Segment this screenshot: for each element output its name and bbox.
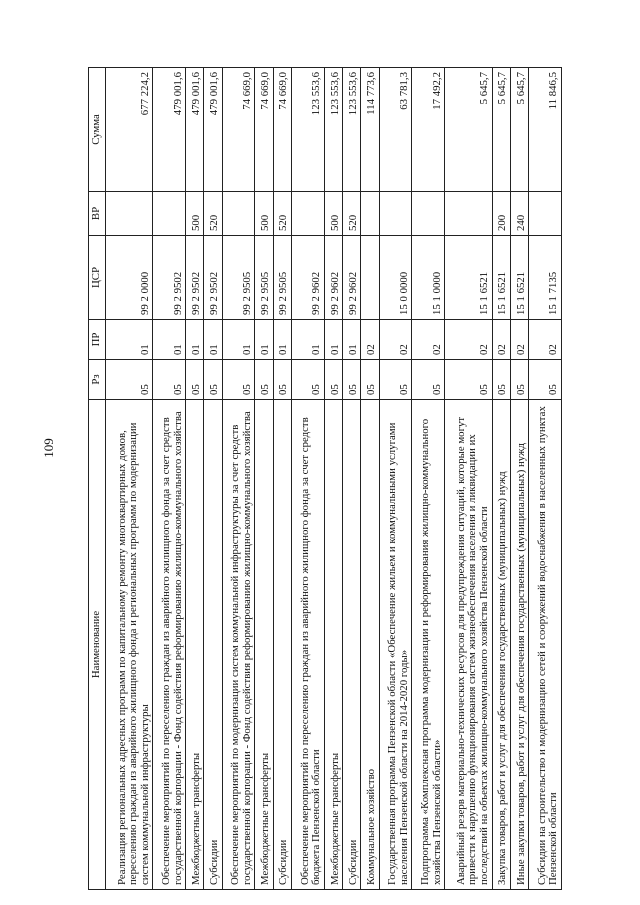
row-csr: 99 2 9502 <box>153 236 186 320</box>
row-pr: 01 <box>222 320 255 360</box>
row-rz: 05 <box>412 360 445 400</box>
row-csr: 15 0 0000 <box>379 236 412 320</box>
row-sum: 74 669,0 <box>255 68 273 192</box>
row-rz: 05 <box>186 360 204 400</box>
row-sum: 123 553,6 <box>324 68 342 192</box>
row-rz: 05 <box>273 360 291 400</box>
row-name: Обеспечение мероприятий по переселению граждан из аварийного жилищного фонда за счет средств бюджета Пензенской области <box>292 400 325 890</box>
row-pr: 01 <box>153 320 186 360</box>
header-vr: ВР <box>89 192 106 236</box>
row-sum: 17 492,2 <box>412 68 445 192</box>
row-pr: 01 <box>106 320 153 360</box>
table-row <box>510 68 528 890</box>
row-csr: 99 2 9502 <box>186 236 204 320</box>
row-rz: 05 <box>343 360 361 400</box>
budget-table <box>88 67 562 890</box>
row-pr: 01 <box>324 320 342 360</box>
table-row <box>529 68 562 890</box>
table-row <box>412 68 445 890</box>
row-pr: 02 <box>361 320 379 360</box>
table-row <box>273 68 291 890</box>
row-sum: 5 645,7 <box>492 68 510 192</box>
row-vr: 520 <box>204 192 222 236</box>
row-name: Коммунальное хозяйство <box>361 400 379 890</box>
rotated-table-area <box>88 68 562 890</box>
row-name: Обеспечение мероприятий по переселению граждан из аварийного жилищного фонда за счет средств государственной корпорации - Фонд содействия реформированию жилищно-коммунального хозяйства <box>153 400 186 890</box>
row-pr: 02 <box>379 320 412 360</box>
row-name: Межбюджетные трансферты <box>324 400 342 890</box>
row-rz: 05 <box>361 360 379 400</box>
row-csr: 15 1 6521 <box>445 236 492 320</box>
header-name: Наименование <box>89 400 106 890</box>
row-pr: 02 <box>510 320 528 360</box>
row-sum: 5 645,7 <box>445 68 492 192</box>
row-name: Субсидии <box>204 400 222 890</box>
row-rz: 05 <box>292 360 325 400</box>
row-csr: 99 2 0000 <box>106 236 153 320</box>
row-vr: 240 <box>510 192 528 236</box>
row-csr: 99 2 9502 <box>204 236 222 320</box>
table-row <box>343 68 361 890</box>
row-vr <box>412 192 445 236</box>
row-rz: 05 <box>492 360 510 400</box>
row-sum: 123 553,6 <box>292 68 325 192</box>
row-vr: 500 <box>255 192 273 236</box>
row-sum: 11 846,5 <box>529 68 562 192</box>
row-pr: 01 <box>343 320 361 360</box>
row-pr: 01 <box>273 320 291 360</box>
row-name: Субсидии на строительство и модернизацию сетей и сооружений водоснабжения в населенных пунктах Пензенской области <box>529 400 562 890</box>
row-rz: 05 <box>222 360 255 400</box>
row-name: Субсидии <box>273 400 291 890</box>
row-csr: 99 2 9505 <box>273 236 291 320</box>
table-row <box>222 68 255 890</box>
row-vr: 200 <box>492 192 510 236</box>
row-sum: 74 669,0 <box>273 68 291 192</box>
header-rz: Рз <box>89 360 106 400</box>
table-row <box>361 68 379 890</box>
row-name: Межбюджетные трансферты <box>186 400 204 890</box>
table-row <box>153 68 186 890</box>
row-rz: 05 <box>324 360 342 400</box>
row-vr <box>222 192 255 236</box>
row-pr: 02 <box>529 320 562 360</box>
row-sum: 479 001,6 <box>153 68 186 192</box>
row-rz: 05 <box>255 360 273 400</box>
table-row <box>492 68 510 890</box>
table-row <box>204 68 222 890</box>
row-sum: 114 773,6 <box>361 68 379 192</box>
row-pr: 01 <box>255 320 273 360</box>
row-vr <box>529 192 562 236</box>
row-rz: 05 <box>204 360 222 400</box>
header-pr: ПР <box>89 320 106 360</box>
table-row <box>292 68 325 890</box>
row-sum: 63 781,3 <box>379 68 412 192</box>
row-csr: 15 1 6521 <box>492 236 510 320</box>
page-number: 109 <box>41 438 56 458</box>
header-csr: ЦСР <box>89 236 106 320</box>
row-csr <box>361 236 379 320</box>
row-pr: 02 <box>412 320 445 360</box>
row-name: Иные закупки товаров, работ и услуг для обеспечения государственных (муниципальных) нужд <box>510 400 528 890</box>
row-sum: 479 001,6 <box>204 68 222 192</box>
row-vr: 520 <box>343 192 361 236</box>
row-pr: 02 <box>445 320 492 360</box>
row-vr <box>379 192 412 236</box>
row-csr: 99 2 9602 <box>343 236 361 320</box>
row-pr: 01 <box>186 320 204 360</box>
table-row <box>445 68 492 890</box>
header-sum: Сумма <box>89 68 106 192</box>
row-csr: 99 2 9602 <box>324 236 342 320</box>
row-rz: 05 <box>445 360 492 400</box>
row-sum: 74 669,0 <box>222 68 255 192</box>
row-rz: 05 <box>379 360 412 400</box>
row-name: Обеспечение мероприятий по модернизации систем коммунальной инфраструктуры за счет средств государственной корпорации - Фонд содействия реформированию жилищно-коммунального хозяйства <box>222 400 255 890</box>
row-vr <box>292 192 325 236</box>
row-vr <box>361 192 379 236</box>
row-csr: 15 1 7135 <box>529 236 562 320</box>
row-rz: 05 <box>529 360 562 400</box>
table-row <box>379 68 412 890</box>
row-pr: 02 <box>492 320 510 360</box>
row-sum: 479 001,6 <box>186 68 204 192</box>
row-vr <box>445 192 492 236</box>
row-name: Закупка товаров, работ и услуг для обеспечения государственных (муниципальных) нужд <box>492 400 510 890</box>
row-rz: 05 <box>106 360 153 400</box>
row-csr: 15 1 0000 <box>412 236 445 320</box>
row-rz: 05 <box>510 360 528 400</box>
table-row <box>324 68 342 890</box>
table-row <box>106 68 153 890</box>
row-pr: 01 <box>292 320 325 360</box>
row-pr: 01 <box>204 320 222 360</box>
row-name: Межбюджетные трансферты <box>255 400 273 890</box>
row-csr: 99 2 9602 <box>292 236 325 320</box>
row-name: Реализация региональных адресных программ по капитальному ремонту многоквартирных домов, переселению граждан из аварийного жилищного фонда и региональных программ по модернизации систем коммунальной инфраструктуры <box>106 400 153 890</box>
row-name: Субсидии <box>343 400 361 890</box>
row-vr: 520 <box>273 192 291 236</box>
row-csr: 99 2 9505 <box>222 236 255 320</box>
row-vr: 500 <box>186 192 204 236</box>
row-sum: 123 553,6 <box>343 68 361 192</box>
row-name: Аварийный резерв материально-технических ресурсов для предупреждения ситуаций, которые могут привести к нарушению функционирования систем жизнеобеспечения населения и ликвидации их последствий на объектах жилищно-коммунального хозяйства Пензенской области <box>445 400 492 890</box>
row-sum: 5 645,7 <box>510 68 528 192</box>
row-name: Государственная программа Пензенской области «Обеспечение жильем и коммунальными услугами населения Пензенской области на 2014-2020 годы» <box>379 400 412 890</box>
row-vr <box>153 192 186 236</box>
row-vr: 500 <box>324 192 342 236</box>
row-csr: 15 1 6521 <box>510 236 528 320</box>
table-row <box>255 68 273 890</box>
table-row <box>186 68 204 890</box>
row-rz: 05 <box>153 360 186 400</box>
row-csr: 99 2 9505 <box>255 236 273 320</box>
row-sum: 677 224,2 <box>106 68 153 192</box>
row-name: Подпрограмма «Комплексная программа модернизации и реформирования жилищно-коммунального хозяйства Пензенской области» <box>412 400 445 890</box>
row-vr <box>106 192 153 236</box>
table-header-row <box>89 68 106 890</box>
